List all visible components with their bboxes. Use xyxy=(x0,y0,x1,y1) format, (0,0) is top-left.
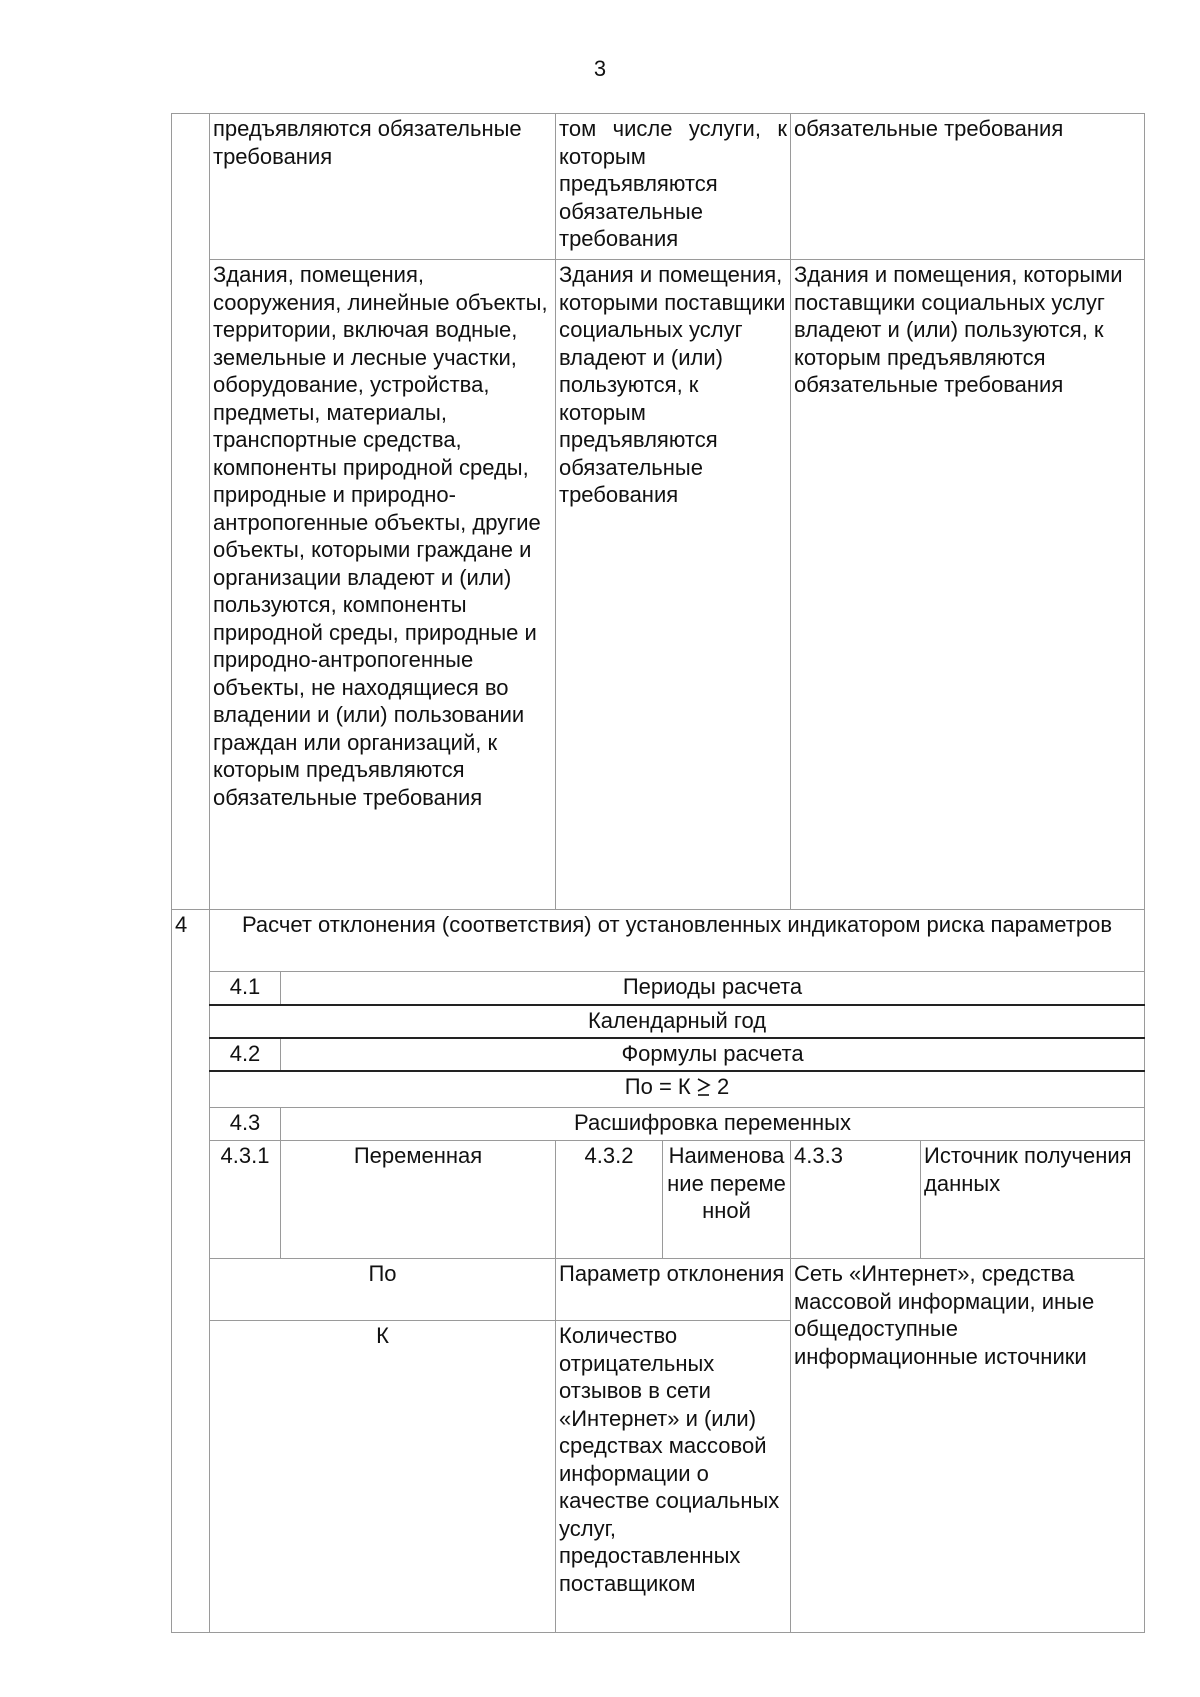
objects-cell: предъявляются обязательные требования xyxy=(210,114,556,260)
risk-indicator-table xyxy=(171,113,1145,1633)
formula-row xyxy=(172,1071,1145,1108)
variable-name: К xyxy=(210,1321,556,1633)
requirements-cell: обязательные требования xyxy=(791,114,1145,260)
variable-row xyxy=(172,1259,1145,1321)
section-4-1-title: Периоды расчета xyxy=(281,972,1145,1005)
table-row xyxy=(172,260,1145,910)
section-4-2-title: Формулы расчета xyxy=(281,1038,1145,1071)
section-4-2-number: 4.2 xyxy=(210,1038,281,1071)
page-number: 3 xyxy=(593,56,607,81)
formula-cell xyxy=(210,1071,1145,1108)
section-4-number: 4 xyxy=(172,910,210,1633)
buildings-specific-cell: Здания и помещения, которыми поставщики социальных услуг владеют и (или) пользуются, к которым предъявляются обязательные требования xyxy=(556,260,791,910)
section-4-3-row xyxy=(172,1108,1145,1141)
section-4-3-1-title: Переменная xyxy=(281,1141,556,1259)
variable-description: Параметр отклонения xyxy=(556,1259,791,1321)
section-4-3-2-title: Наименование переменной xyxy=(663,1141,791,1259)
empty-number-cell xyxy=(172,114,210,910)
section-4-3-3-title: Источник получения данных xyxy=(921,1141,1145,1259)
section-4-row xyxy=(172,910,1145,972)
buildings-general-cell: Здания, помещения, сооружения, линейные объекты, территории, включая водные, земельные и лесные участки, оборудование, устройства, предметы, материалы, транспортные средства, компоненты природной среды, природные и природно-антропогенные объекты, другие объекты, которыми граждане и организации владеют и (или) пользуются, компоненты природной среды, природные и природно-антропогенные объекты, не находящиеся во владении и (или) пользовании граждан или организаций, к которым предъявляются обязательные требования xyxy=(210,260,556,910)
section-4-3-3-number: 4.3.3 xyxy=(791,1141,921,1259)
section-4-3-number: 4.3 xyxy=(210,1108,281,1141)
section-4-3-2-number: 4.3.2 xyxy=(556,1141,663,1259)
calc-period-value: Календарный год xyxy=(210,1005,1145,1038)
section-4-2-row xyxy=(172,1038,1145,1071)
calc-period-row xyxy=(172,1005,1145,1038)
buildings-requirements-cell: Здания и помещения, которыми поставщики социальных услуг владеют и (или) пользуются, к которым предъявляются обязательные требования xyxy=(791,260,1145,910)
section-4-3-1-number: 4.3.1 xyxy=(210,1141,281,1259)
section-4-title: Расчет отклонения (соответствия) от установленных индикатором риска параметров xyxy=(210,910,1145,972)
section-4-1-row xyxy=(172,972,1145,1005)
data-source-cell: Сеть «Интернет», средства массовой информации, иные общедоступные информационные источники xyxy=(791,1259,1145,1633)
services-cell: том числе услуги, к которым предъявляются обязательные требования xyxy=(556,114,791,260)
variable-name: По xyxy=(210,1259,556,1321)
section-4-3-title: Расшифровка переменных xyxy=(281,1108,1145,1141)
variable-description: Количество отрицательных отзывов в сети «Интернет» и (или) средствах массовой информации о качестве социальных услуг, предоставленных поставщиком xyxy=(556,1321,791,1633)
section-4-1-number: 4.1 xyxy=(210,972,281,1005)
variables-header-row xyxy=(172,1141,1145,1259)
table-row xyxy=(172,114,1145,260)
greater-or-equal-icon xyxy=(697,1077,711,1097)
formula-left: По = К xyxy=(624,1073,691,1099)
formula-right: 2 xyxy=(716,1073,730,1099)
